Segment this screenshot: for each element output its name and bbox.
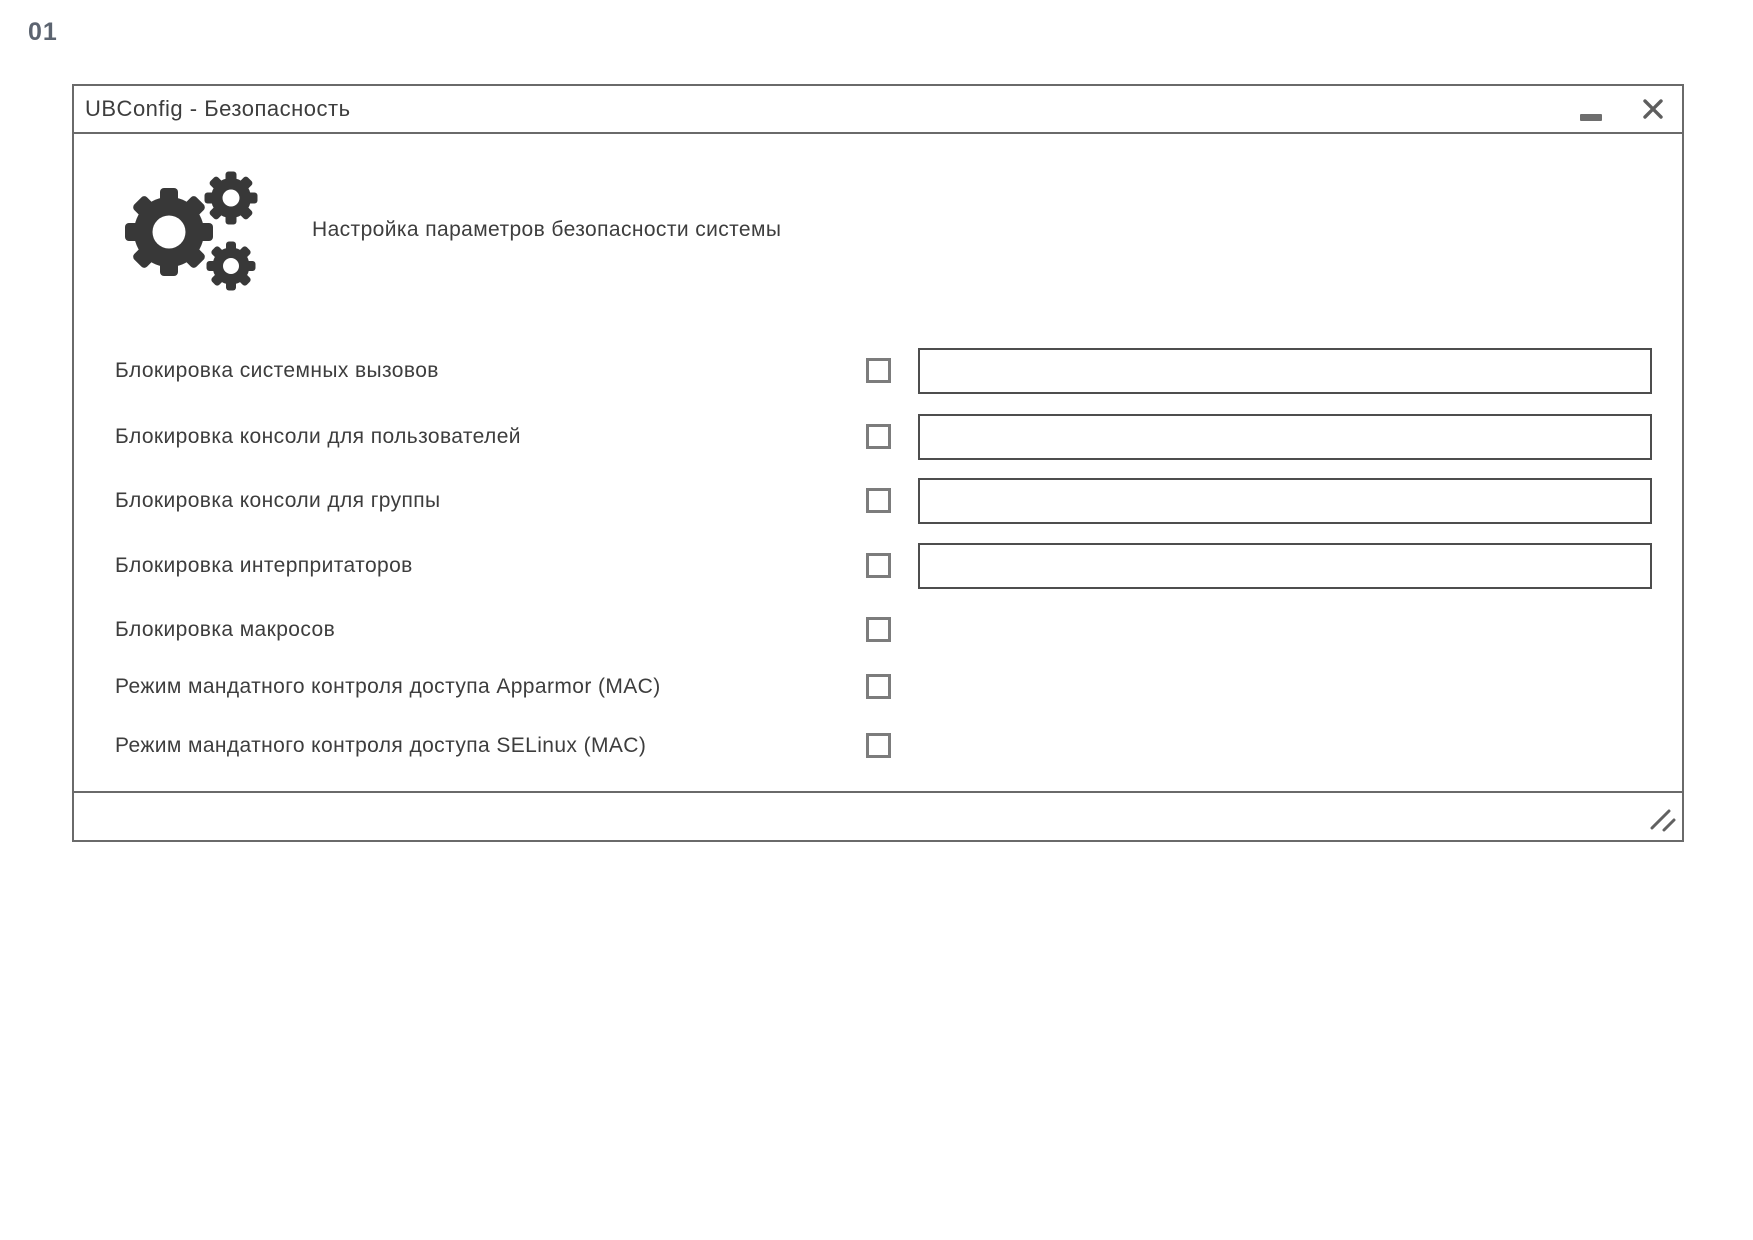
row-label-selinux-mac: Режим мандатного контроля доступа SELinux (MAC) (115, 734, 647, 757)
checkbox-selinux-mac[interactable] (866, 733, 891, 758)
input-console-users[interactable] (918, 414, 1652, 460)
checkbox-apparmor-mac[interactable] (866, 674, 891, 699)
row-label-console-group: Блокировка консоли для группы (115, 489, 441, 512)
checkbox-interpreters[interactable] (866, 553, 891, 578)
input-syscalls[interactable] (918, 348, 1652, 394)
checkbox-syscalls[interactable] (866, 358, 891, 383)
row-label-syscalls: Блокировка системных вызовов (115, 359, 439, 382)
window-title: UBConfig - Безопасность (85, 96, 351, 121)
checkbox-console-users[interactable] (866, 424, 891, 449)
checkbox-macros[interactable] (866, 617, 891, 642)
row-label-interpreters: Блокировка интерпритаторов (115, 554, 413, 577)
ubconfig-security-window (72, 84, 1684, 842)
gears-icon (120, 160, 262, 300)
input-interpreters[interactable] (918, 543, 1652, 589)
input-console-group[interactable] (918, 478, 1652, 524)
window-content (74, 86, 1682, 840)
dialog-heading: Настройка параметров безопасности системы (312, 218, 782, 241)
slide-number: 01 (28, 18, 58, 46)
status-bar (74, 791, 1682, 840)
row-label-console-users: Блокировка консоли для пользователей (115, 425, 521, 448)
row-label-macros: Блокировка макросов (115, 618, 336, 641)
row-label-apparmor-mac: Режим мандатного контроля доступа Apparmor (MAC) (115, 675, 661, 698)
resize-grip-icon[interactable] (1649, 806, 1677, 834)
checkbox-console-group[interactable] (866, 488, 891, 513)
